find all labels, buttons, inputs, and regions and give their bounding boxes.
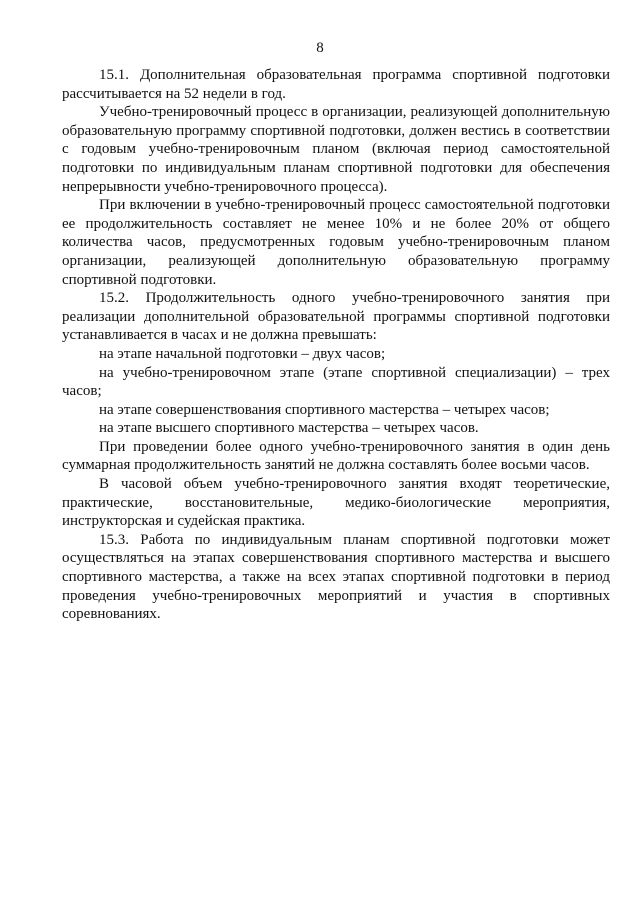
paragraph-self-training: При включении в учебно-тренировочный процесс самостоятельной подготовки ее продолжительность составляет не менее 10% и не более 20% от общего количества часов, предусмотренных годовым учебно-тренировочным планом организации, реализующей дополнительную образовательную программу спортивной подготовки. [62, 197, 610, 288]
paragraph-15-3: 15.3. Работа по индивидуальным планам спортивной подготовки может осуществляться на этапах совершенствования спортивного мастерства и высшего спортивного мастерства, а также на всех этапах спортивной подготовки в период проведения учебно-тренировочных мероприятий и участия в спортивных соревнованиях. [62, 531, 610, 623]
paragraph-training-process: Учебно-тренировочный процесс в организации, реализующей дополнительную образовательную программу спортивной подготовки, должен вестись в соответствии с годовым учебно-тренировочным планом (включая период самостоятельной подготовки по индивидуальным планам спортивной подготовки для обеспечения непрерывности учебно-тренировочного процесса). [62, 104, 610, 195]
paragraph-multiple-sessions: При проведении более одного учебно-тренировочного занятия в один день суммарная продолжительность занятий не должна составлять более восьми часов. [62, 438, 610, 474]
document-body [62, 66, 610, 624]
list-item-higher-mastery-stage: на этапе высшего спортивного мастерства – четырех часов. [99, 420, 479, 437]
paragraph-hour-volume: В часовой объем учебно-тренировочного занятия входят теоретические, практические, восстановительные, медико-биологические мероприятия, инструкторская и судейская практика. [62, 476, 610, 530]
page-number: 8 [316, 40, 324, 56]
list-item-training-stage: на учебно-тренировочном этапе (этапе спортивной специализации) – трех часов; [62, 364, 610, 400]
list-item-initial-stage: на этапе начальной подготовки – двух часов; [99, 345, 386, 362]
paragraph-15-1: 15.1. Дополнительная образовательная программа спортивной подготовки рассчитывается на 52 недели в год. [62, 67, 610, 102]
paragraph-15-2: 15.2. Продолжительность одного учебно-тренировочного занятия при реализации дополнительной образовательной программы спортивной подготовки устанавливается в часах и не должна превышать: [62, 290, 610, 344]
list-item-improvement-stage: на этапе совершенствования спортивного мастерства – четырех часов; [99, 401, 550, 418]
